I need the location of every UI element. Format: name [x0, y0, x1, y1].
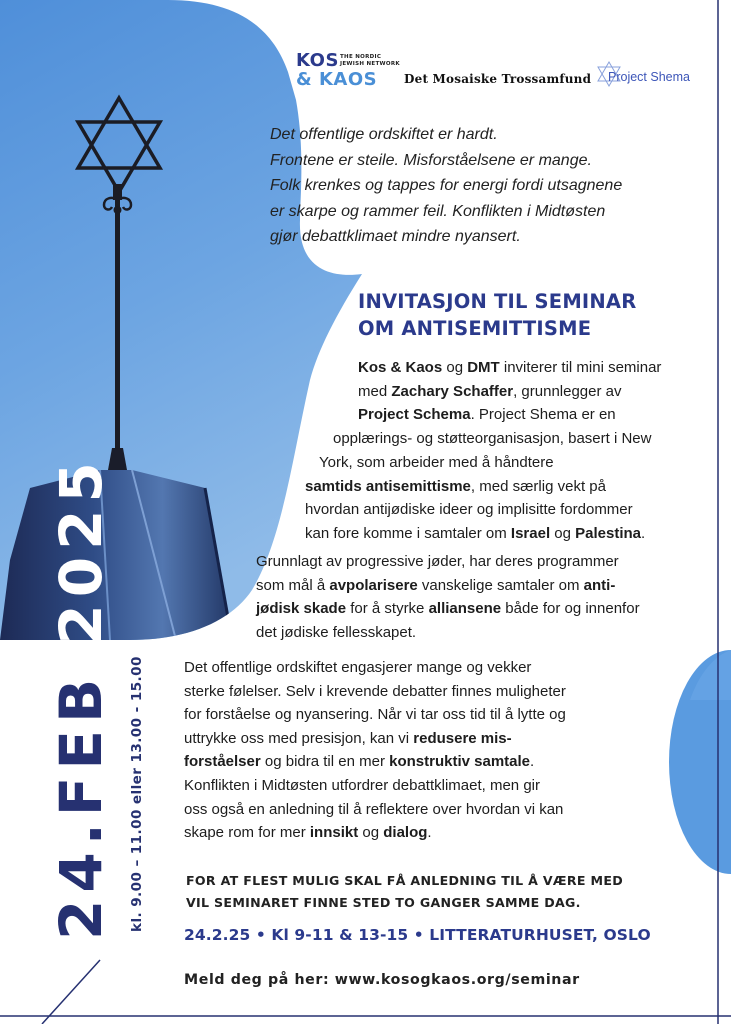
text-line: kan fore komme i samtaler om Israel og Palestina.: [305, 524, 646, 542]
text-line: uttrykke oss med presisjon, kan vi redusere mis-: [184, 729, 512, 747]
intro-line: Folk krenkes og tappes for energi fordi utsagnene: [270, 177, 623, 194]
text-line: Kos & Kaos og DMT inviterer til mini seminar: [358, 359, 662, 376]
project-shema-logo: [593, 60, 693, 90]
intro-line: Frontene er steile. Misforståelsene er mange.: [270, 151, 592, 169]
text-line: sterke følelser. Selv i krevende debatter finnes muligheter: [184, 682, 566, 700]
intro-line: er skarpe og rammer feil. Konflikten i Midtøsten: [270, 202, 606, 220]
intro-line: gjør debattklimaet mindre nyansert.: [270, 228, 521, 245]
date-year: 2025: [47, 455, 115, 672]
signup-link[interactable]: Meld deg på her: www.kosogkaos.org/seminar: [184, 972, 580, 988]
text-line: det jødiske fellesskapet.: [256, 624, 417, 642]
seminar-heading: [358, 288, 718, 342]
notice-line-1: FOR AT FLEST MULIG SKAL FÅ ANLEDNING TIL Å VÆRE MED: [186, 873, 623, 888]
dmt-logo: Det Mosaiske Trossamfund: [404, 72, 592, 86]
text-line: som mål å avpolarisere vanskelige samtaler om anti-: [256, 576, 616, 594]
date-time-venue: 24.2.25 • Kl 9-11 & 13-15 • LITTERATURHUSET, OSLO: [184, 926, 651, 944]
text-line: jødisk skade for å styrke alliansene både for og innenfor: [256, 600, 640, 618]
kos-logo-subtitle: THE NORDIC JEWISH NETWORK: [340, 54, 400, 67]
paragraph-public-debate: [184, 656, 566, 845]
kaos-logo-word: & KAOS: [296, 69, 378, 90]
vertical-session-times: kl. 9.00 – 11.00 eller 13.00 - 15.00: [129, 656, 145, 932]
heading-line-1: INVITASJON TIL SEMINAR: [358, 290, 637, 313]
text-line: med Zachary Schaffer, grunnlegger av: [358, 382, 622, 400]
spire-pole: [115, 200, 120, 450]
paragraph-invitation: [305, 356, 661, 546]
vertical-event-date: [46, 455, 116, 940]
text-line: York, som arbeider med å håndtere: [319, 453, 554, 471]
text-line: oss også en anledning til å reflektere over hvordan vi kan: [184, 800, 564, 818]
text-line: Grunnlagt av progressive jøder, har deres programmer: [256, 553, 619, 570]
intro-line: Det offentlige ordskiftet er hardt.: [270, 126, 498, 143]
two-sessions-notice: [186, 870, 623, 914]
heading-line-2: OM ANTISEMITTISME: [358, 317, 592, 340]
notice-line-2: VIL SEMINARET FINNE STED TO GANGER SAMME DAG.: [186, 895, 581, 910]
text-line: opplærings- og støtteorganisasjon, basert i New: [333, 430, 652, 448]
text-line: hvordan antijødiske ideer og implisitte fordommer: [305, 501, 633, 519]
intro-text: [270, 122, 715, 250]
text-line: Project Schema. Project Shema er en: [358, 406, 616, 424]
paragraph-about-project-shema: [256, 550, 640, 645]
text-line: Konflikten i Midtøsten utfordrer debattklimaet, men gir: [184, 776, 540, 794]
text-line: forståelser og bidra til en mer konstruktiv samtale.: [184, 753, 535, 771]
kos-logo-word: KOS: [296, 50, 339, 71]
text-line: samtids antisemittisme, med særlig vekt på: [305, 477, 606, 495]
text-line: Det offentlige ordskiftet engasjerer mange og vekker: [184, 659, 532, 676]
text-line: for forståelse og nyansering. Når vi tar oss tid til å lytte og: [184, 706, 566, 724]
project-shema-logo-text: Project Shema: [608, 70, 690, 84]
text-line: skape rom for mer innsikt og dialog.: [184, 824, 432, 842]
dome-roof: [0, 470, 232, 640]
date-day-month: 24.FEB: [47, 671, 115, 940]
kos-og-kaos-logo: [296, 52, 406, 90]
